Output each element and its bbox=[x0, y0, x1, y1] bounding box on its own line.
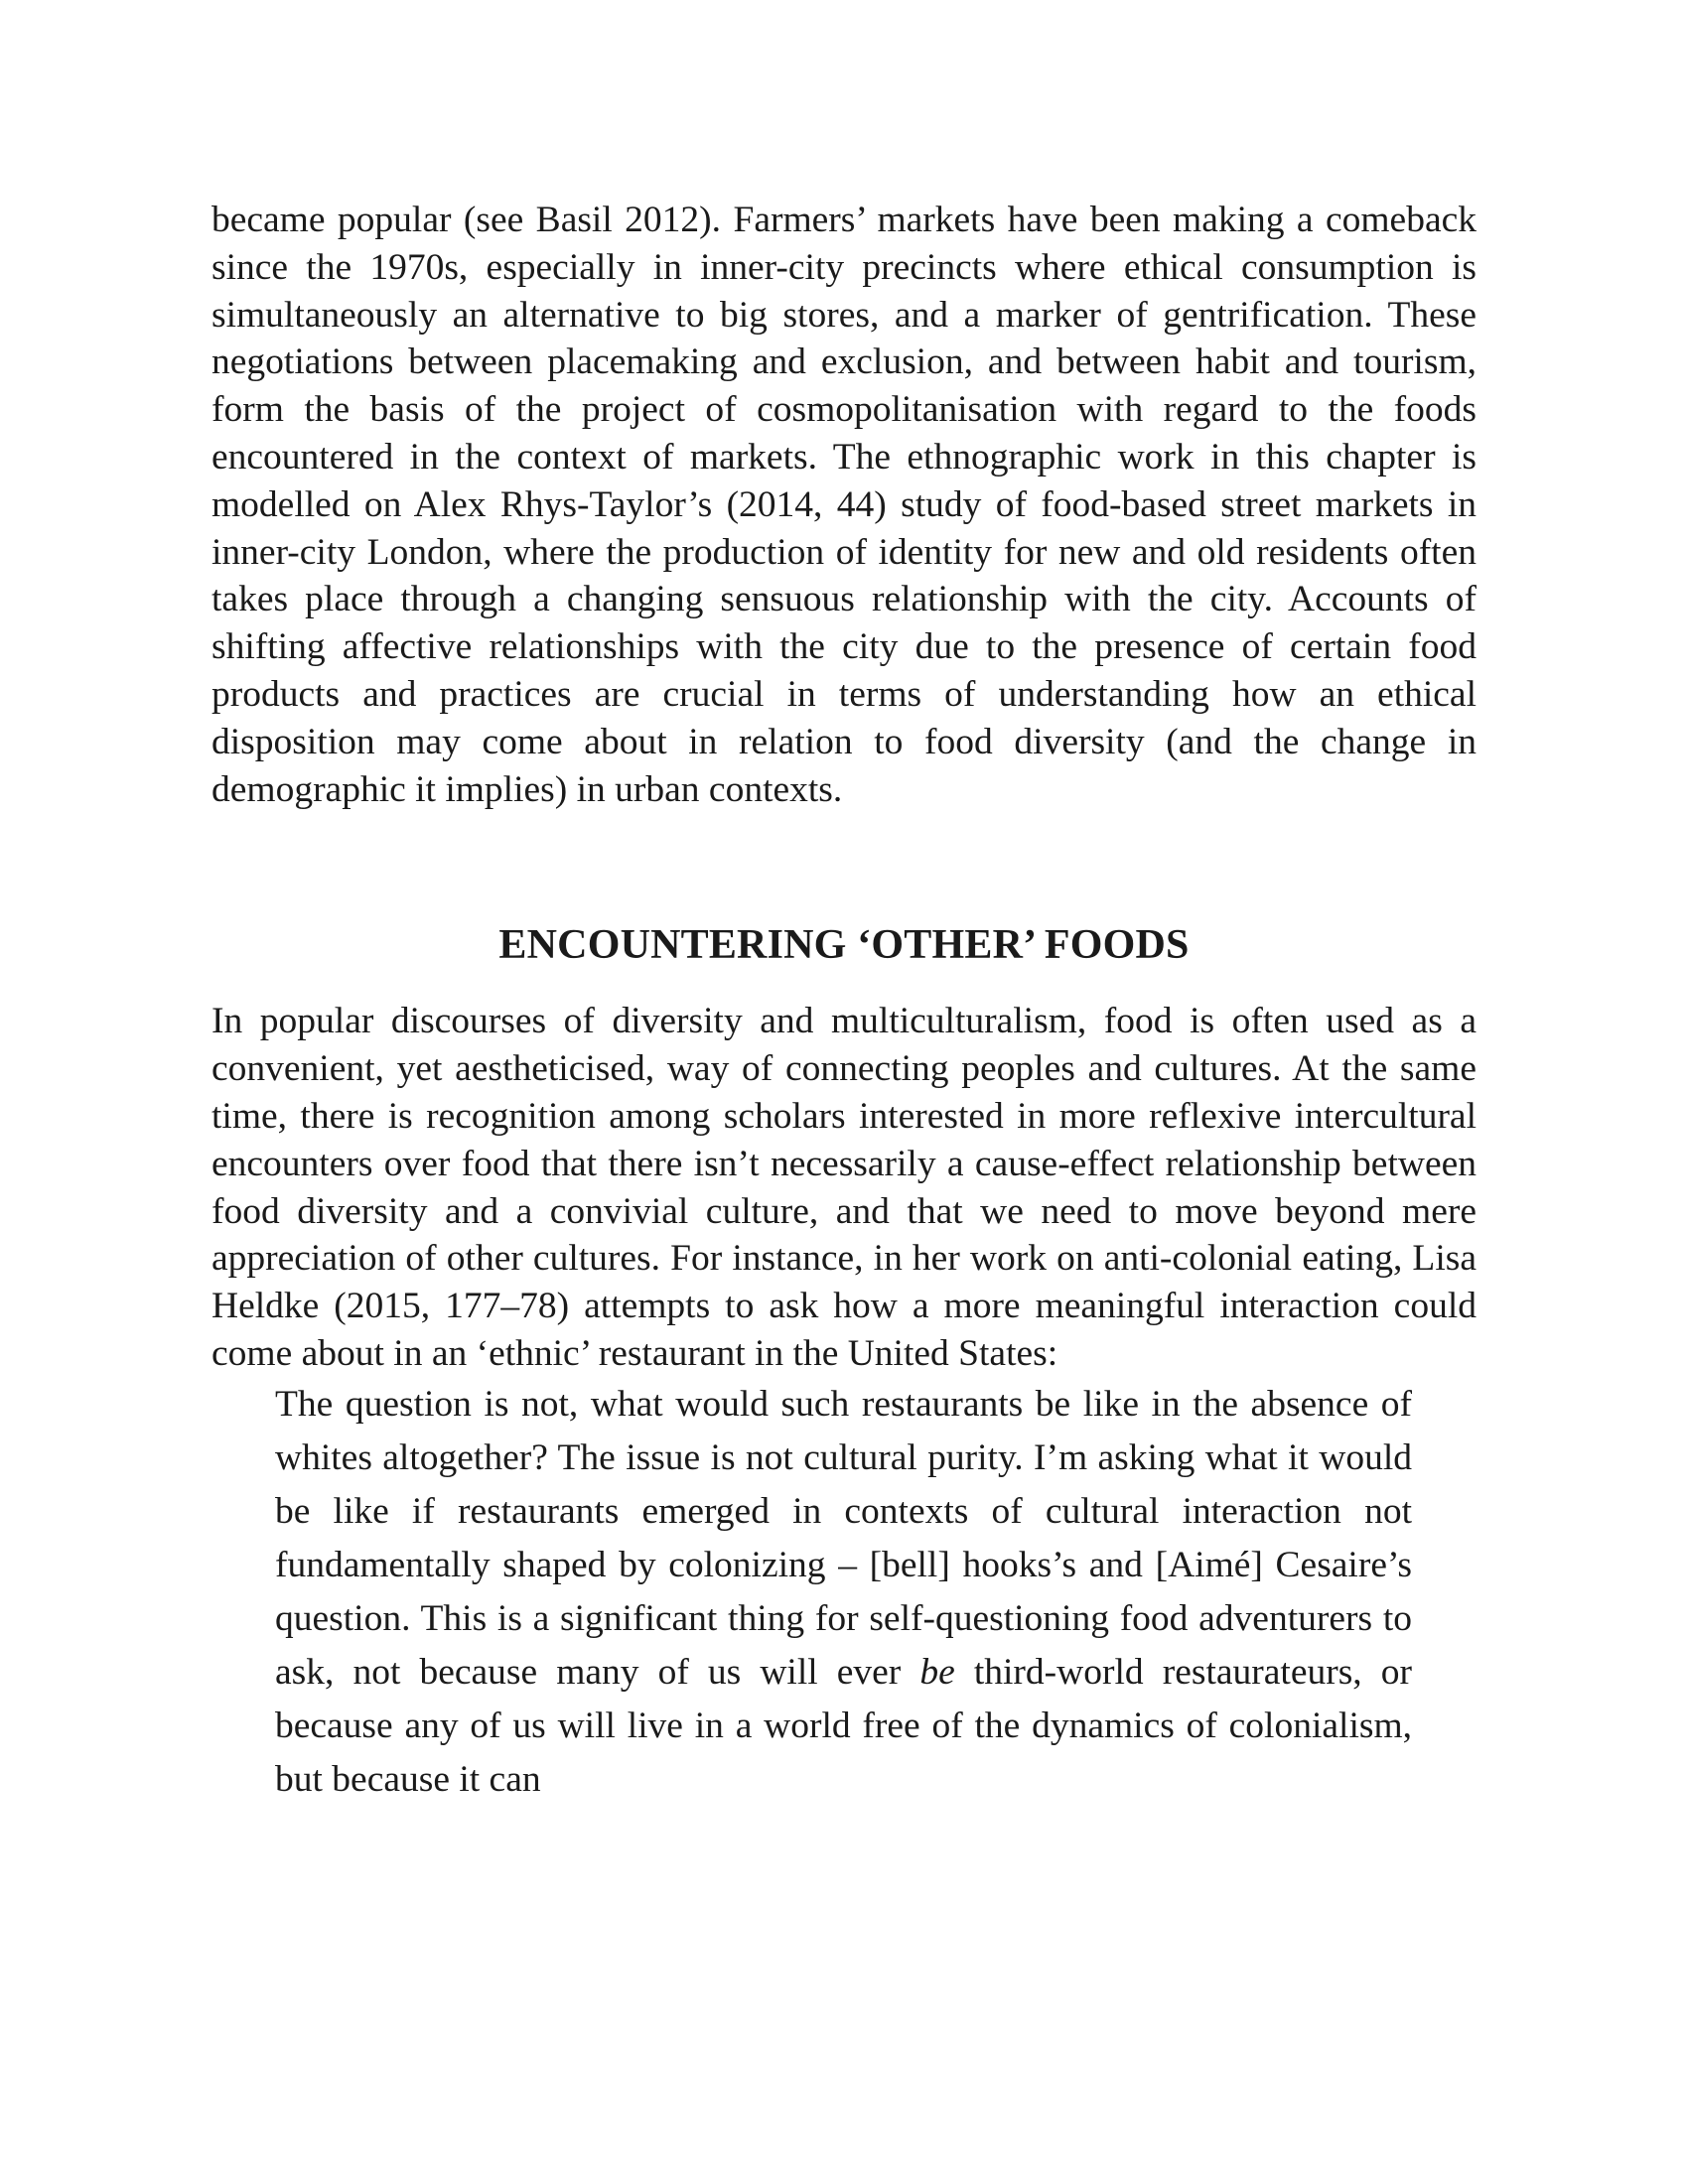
block-quote-text: third-world restaurateurs, or because any of us will live in a world free of the dynamics of colonialism, but because it can bbox=[275, 1651, 1412, 1800]
block-quote-emphasis: be bbox=[919, 1651, 955, 1693]
block-quote bbox=[275, 1378, 1412, 1807]
section-heading: ENCOUNTERING ‘OTHER’ FOODS bbox=[498, 922, 1190, 969]
body-paragraph: In popular discourses of diversity and multiculturalism, food is often used as a convenient, yet aestheticised, way of connecting peoples and cultures. At the same time, there is recognition among scholars interested in more reflexive intercultural encounters over food that there isn’t necessarily a cause-effect relationship between food diversity and a convivial culture, and that we need to move beyond mere appreciation of other cultures. For instance, in her work on anti-colonial eating, Lisa Heldke (2015, 177–78) attempts to ask how a more meaningful interaction could come about in an ‘ethnic’ restaurant in the United States: bbox=[211, 1001, 1477, 1374]
document-page bbox=[211, 197, 1477, 1807]
body-paragraph: became popular (see Basil 2012). Farmers’ markets have been making a comeback since the 1970s, especially in inner-city precincts where ethical consumption is simultaneously an alternative to big stores, and a marker of gentrification. These negotiations between placemaking and exclusion, and between habit and tourism, form the basis of the project of cosmopolitanisation with regard to the foods encountered in the context of markets. The ethnographic work in this chapter is modelled on Alex Rhys-Taylor’s (2014, 44) study of food-based street markets in inner-city London, where the production of identity for new and old residents often takes place through a changing sensuous relationship with the city. Accounts of shifting affective relationships with the city due to the presence of certain food products and practices are crucial in terms of understanding how an ethical disposition may come about in relation to food diversity (and the change in demographic it implies) in urban contexts. bbox=[211, 200, 1477, 810]
block-quote-text: The question is not, what would such restaurants be like in the absence of whites altogether? The issue is not cultural purity. I’m asking what it would be like if restaurants emerged in contexts of cultural interaction not fundamentally shaped by colonizing – [bell] hooks’s and [Aimé] Cesaire’s question. This is a significant thing for self-questioning food adventurers to ask, not because many of us will ever bbox=[275, 1383, 1412, 1693]
